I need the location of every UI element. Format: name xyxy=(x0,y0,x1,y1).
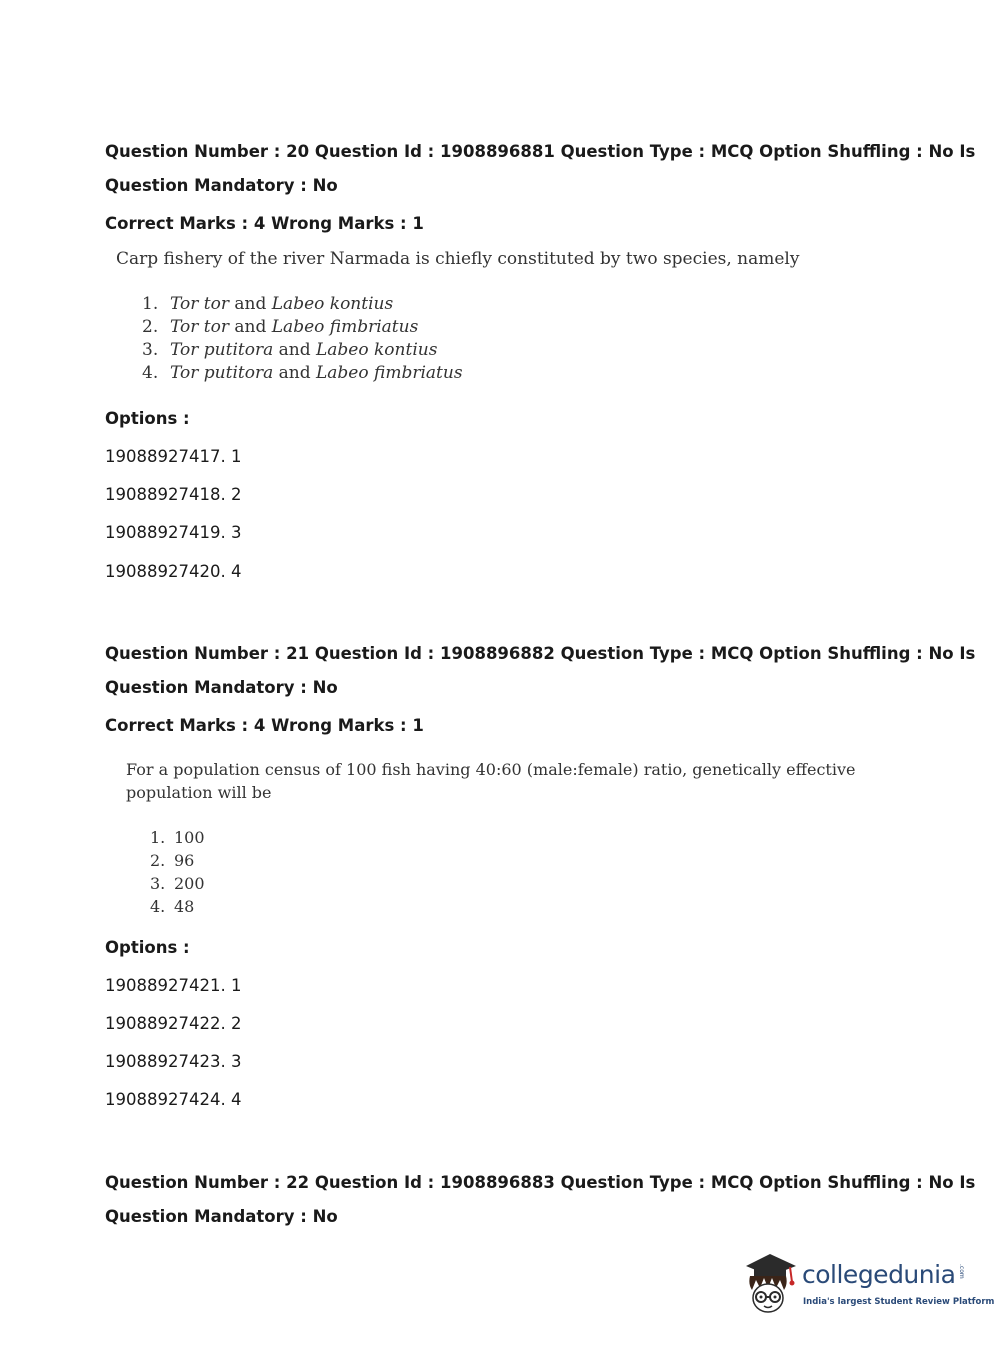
q20-header: Question Number : 20 Question Id : 1908896881 Question Type : MCQ Option Shuffling : No Is xyxy=(105,142,976,161)
q20-choice: 2. Tor tor and Labeo fimbriatus xyxy=(142,317,419,337)
q21-option-1: 19088927421. 1 xyxy=(105,976,242,995)
q21-choice: 2. 96 xyxy=(150,851,195,870)
q21-options-label: Options : xyxy=(105,938,190,957)
collegedunia-logo xyxy=(740,1250,995,1320)
q21-marks: Correct Marks : 4 Wrong Marks : 1 xyxy=(105,716,424,735)
q21-option-2: 19088927422. 2 xyxy=(105,1014,242,1033)
q22-mandatory: Question Mandatory : No xyxy=(105,1207,338,1226)
q20-choice: 3. Tor putitora and Labeo kontius xyxy=(142,340,438,360)
q20-option-4: 19088927420. 4 xyxy=(105,562,242,581)
q21-option-3: 19088927423. 3 xyxy=(105,1052,242,1071)
q21-stem-line1: For a population census of 100 fish having 40:60 (male:female) ratio, genetically effective xyxy=(126,760,856,779)
q20-choice: 1. Tor tor and Labeo kontius xyxy=(142,294,394,314)
q22-header: Question Number : 22 Question Id : 1908896883 Question Type : MCQ Option Shuffling : No Is xyxy=(105,1173,976,1192)
q20-mandatory: Question Mandatory : No xyxy=(105,176,338,195)
q20-option-2: 19088927418. 2 xyxy=(105,485,242,504)
q21-header: Question Number : 21 Question Id : 1908896882 Question Type : MCQ Option Shuffling : No Is xyxy=(105,644,976,663)
q20-option-3: 19088927419. 3 xyxy=(105,523,242,542)
q21-question-block xyxy=(126,758,855,918)
logo-tagline: India's largest Student Review Platform xyxy=(803,1297,995,1307)
q21-choice: 3. 200 xyxy=(150,874,205,893)
q21-mandatory: Question Mandatory : No xyxy=(105,678,338,697)
q20-stem: Carp fishery of the river Narmada is chiefly constituted by two species, namely xyxy=(116,249,800,269)
q20-choices xyxy=(142,293,799,385)
q21-stem-line2: population will be xyxy=(126,783,272,802)
q21-option-4: 19088927424. 4 xyxy=(105,1090,242,1109)
q20-option-1: 19088927417. 1 xyxy=(105,447,242,466)
q21-choice: 1. 100 xyxy=(150,828,205,847)
q20-marks: Correct Marks : 4 Wrong Marks : 1 xyxy=(105,214,424,233)
mascot-icon xyxy=(740,1250,800,1320)
q21-choice: 4. 48 xyxy=(150,897,195,916)
q21-choices xyxy=(150,826,855,918)
q20-choice: 4. Tor putitora and Labeo fimbriatus xyxy=(142,363,463,383)
logo-suffix: .com xyxy=(958,1264,965,1279)
q20-question-block xyxy=(116,248,799,385)
logo-brand: collegedunia xyxy=(802,1260,956,1289)
q20-options-label: Options : xyxy=(105,409,190,428)
